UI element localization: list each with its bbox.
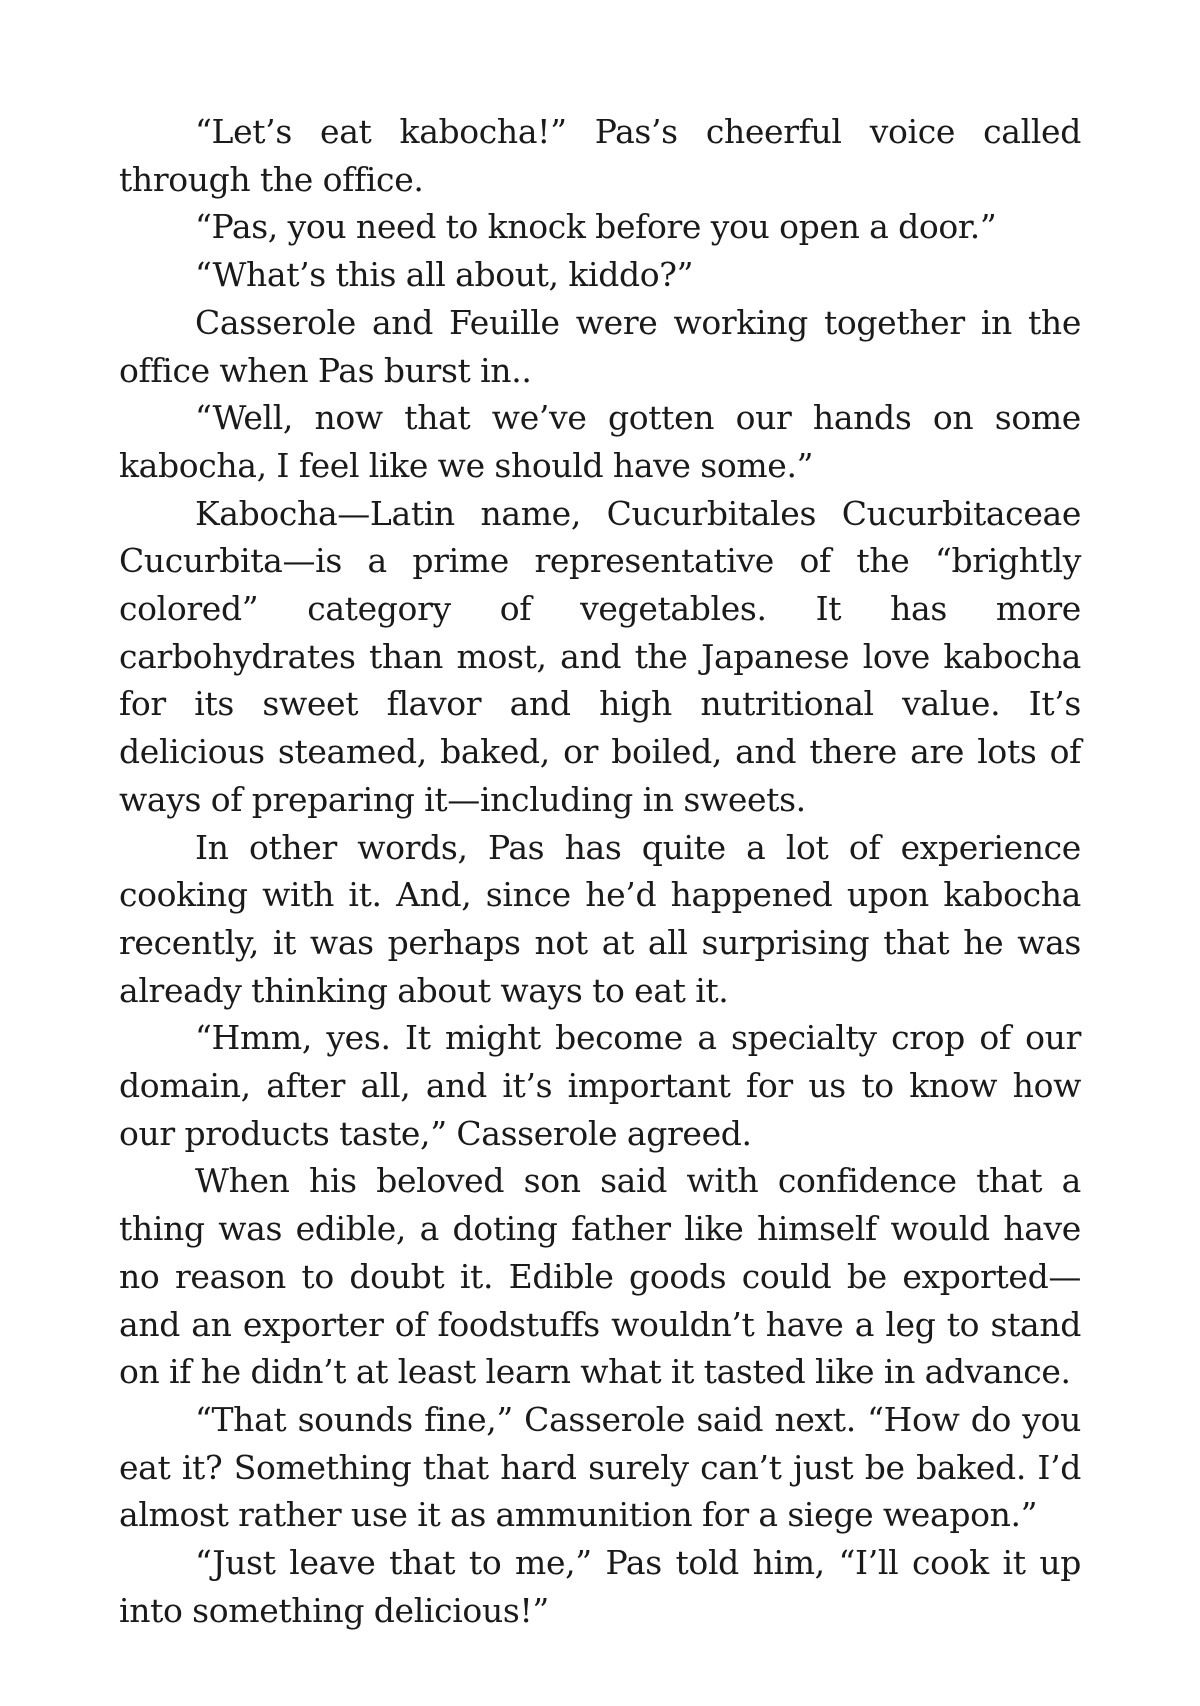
paragraph: Kabocha—Latin name, Cucurbitales Cucurbitaceae Cucurbita—is a prime representative of the “brightly colored” category of vegetables. It has more carbohydrates than most, and the Japanese love kabocha for its sweet flavor and high nutritional value. It’s delicious steamed, baked, or boiled, and there are lots of ways of preparing it—including in sweets. <box>119 493 1081 819</box>
paragraph: “Let’s eat kabocha!” Pas’s cheerful voice called through the office. <box>119 112 1081 199</box>
paragraph: “Pas, you need to knock before you open a door.” <box>195 207 997 247</box>
paragraph: “Hmm, yes. It might become a specialty crop of our domain, after all, and it’s important for us to know how our products taste,” Casserole agreed. <box>119 1018 1081 1153</box>
paragraph: “That sounds fine,” Casserole said next. “How do you eat it? Something that hard surely can’t just be baked. I’d almost rather use it as ammunition for a siege weapon.” <box>119 1399 1081 1535</box>
paragraph: When his beloved son said with confidence that a thing was edible, a doting father like himself would have no reason to doubt it. Edible goods could be exported—and an exporter of foodstuffs wouldn’t have a leg to stand on if he didn’t at least learn what it tasted like in advance. <box>119 1161 1081 1392</box>
paragraph: “Just leave that to me,” Pas told him, “I’ll cook it up into something delicious!” <box>119 1543 1081 1630</box>
paragraph: In other words, Pas has quite a lot of experience cooking with it. And, since he’d happened upon kabocha recently, it was perhaps not at all surprising that he was already thinking about ways to eat it. <box>119 827 1081 1010</box>
paragraph: “What’s this all about, kiddo?” <box>195 255 694 295</box>
body-text <box>119 108 1081 1635</box>
paragraph: “Well, now that we’ve gotten our hands on some kabocha, I feel like we should have some.” <box>119 398 1081 485</box>
paragraph: Casserole and Feuille were working together in the office when Pas burst in.. <box>119 302 1081 390</box>
